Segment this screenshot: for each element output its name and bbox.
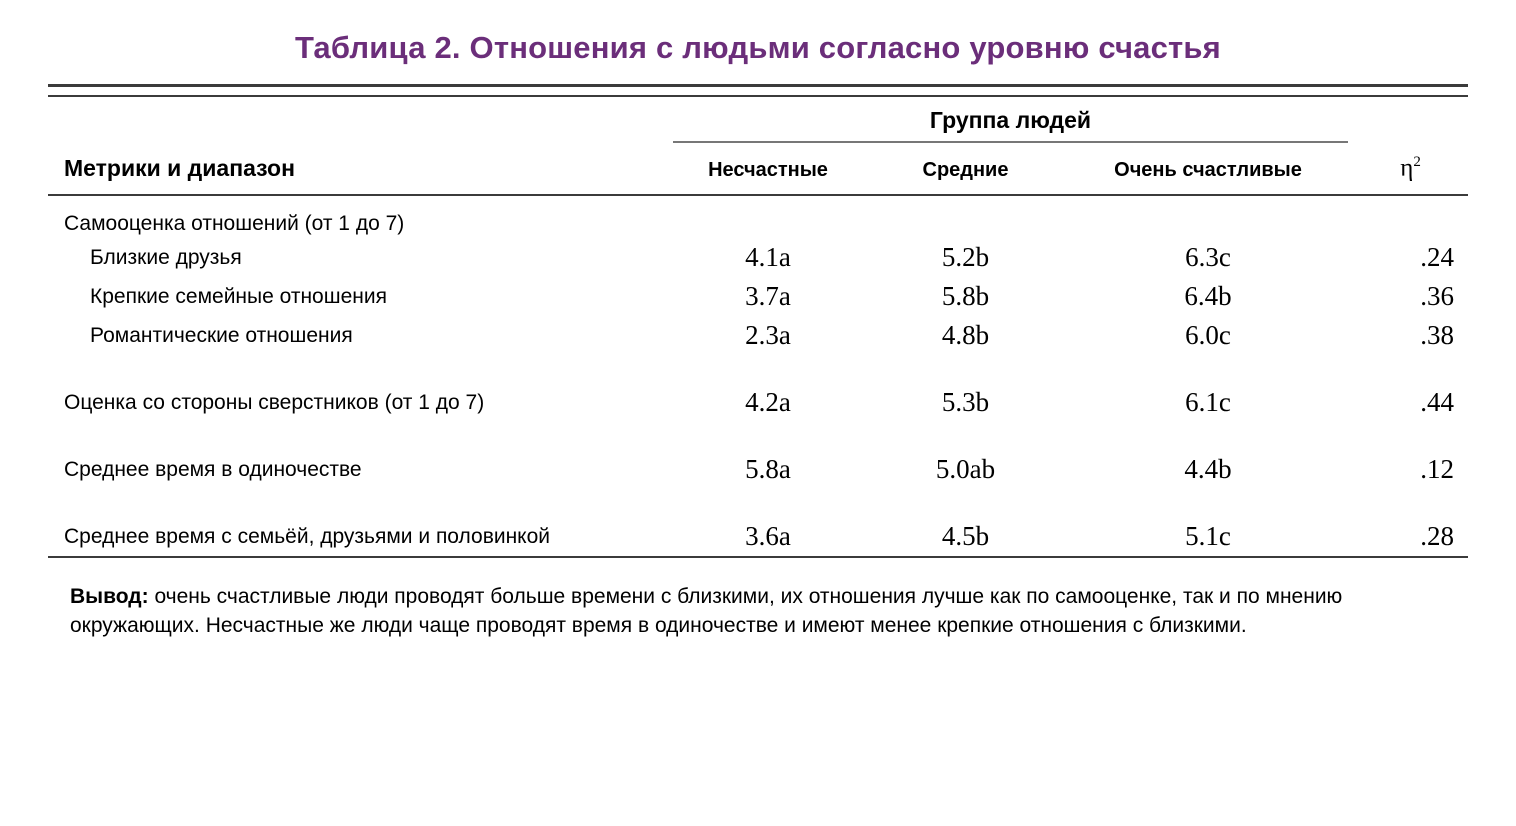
- row-spacer: [48, 355, 1468, 383]
- row-value: 5.8b: [941, 281, 990, 312]
- row-value: 3.6a: [745, 521, 791, 552]
- row-value: .38: [1420, 320, 1455, 351]
- row-spacer: [48, 489, 1468, 517]
- row-label: Среднее время в одиночестве: [64, 457, 362, 481]
- row-value: 6.0c: [1185, 320, 1231, 351]
- row-value: 4.8b: [941, 320, 990, 351]
- row-value: 6.4b: [1184, 281, 1232, 312]
- row-value: [1353, 198, 1468, 238]
- row-value: [668, 198, 868, 238]
- row-value: 5.1c: [1185, 521, 1231, 552]
- row-label: Романтические отношения: [90, 323, 353, 347]
- column-header-row: [48, 144, 1468, 195]
- body-bottom-rule: [48, 557, 1468, 569]
- table-row: [48, 383, 1468, 422]
- group-header-row: [48, 96, 1468, 140]
- row-value: 5.0ab: [935, 454, 996, 485]
- row-value: .44: [1420, 387, 1455, 418]
- row-value: 6.1c: [1185, 387, 1231, 418]
- column-header-average: Средние: [922, 159, 1009, 182]
- column-header-unhappy: Несчастные: [708, 159, 828, 182]
- row-value: 5.8a: [745, 454, 791, 485]
- row-label: Среднее время с семьёй, друзьями и половинкой: [64, 524, 551, 548]
- row-label: Оценка со стороны сверстников (от 1 до 7): [64, 390, 485, 414]
- top-double-rule: [48, 86, 1468, 97]
- row-value: 4.4b: [1184, 454, 1232, 485]
- row-value: .24: [1420, 242, 1455, 273]
- row-label: Крепкие семейные отношения: [90, 284, 387, 308]
- row-value: .36: [1420, 281, 1455, 312]
- row-value: 5.2b: [941, 242, 990, 273]
- row-value: [1063, 198, 1353, 238]
- table-row: [48, 198, 1468, 238]
- row-value: 5.3b: [941, 387, 990, 418]
- note-text: очень счастливые люди проводят больше времени с близкими, их отношения лучше как по самооценке, так и по мнению окружающих. Несчастные же люди чаще проводят время в одиночестве и имеют менее крепкие отношения с близкими.: [70, 585, 1343, 637]
- row-label: Самооценка отношений (от 1 до 7): [64, 212, 405, 236]
- note-lead: Вывод:: [70, 585, 149, 609]
- row-value: [868, 198, 1063, 238]
- relationships-table: [48, 84, 1468, 569]
- page-title: Таблица 2. Отношения с людьми согласно уровню счастья: [295, 30, 1221, 65]
- column-header-eta-squared: [1353, 144, 1468, 195]
- table-row: [48, 316, 1468, 355]
- row-spacer: [48, 422, 1468, 450]
- group-header-label: Группа людей: [929, 107, 1092, 133]
- row-value: 6.3c: [1185, 242, 1231, 273]
- eta-exponent: 2: [1413, 154, 1421, 170]
- row-label: Близкие друзья: [90, 245, 242, 269]
- row-value: 4.5b: [941, 521, 990, 552]
- stub-header: Метрики и диапазон: [64, 155, 295, 182]
- table-row: [48, 450, 1468, 489]
- row-value: 4.2a: [745, 387, 791, 418]
- row-value: .12: [1420, 454, 1455, 485]
- eta-symbol: η: [1400, 154, 1414, 182]
- table-row: [48, 517, 1468, 557]
- table-row: [48, 238, 1468, 277]
- row-value: 2.3a: [745, 320, 791, 351]
- column-header-very-happy: Очень счастливые: [1114, 159, 1302, 182]
- row-value: 4.1a: [745, 242, 791, 273]
- row-value: .28: [1420, 521, 1455, 552]
- table-row: [48, 277, 1468, 316]
- table-note: [48, 569, 1468, 640]
- row-value: 3.7a: [745, 281, 791, 312]
